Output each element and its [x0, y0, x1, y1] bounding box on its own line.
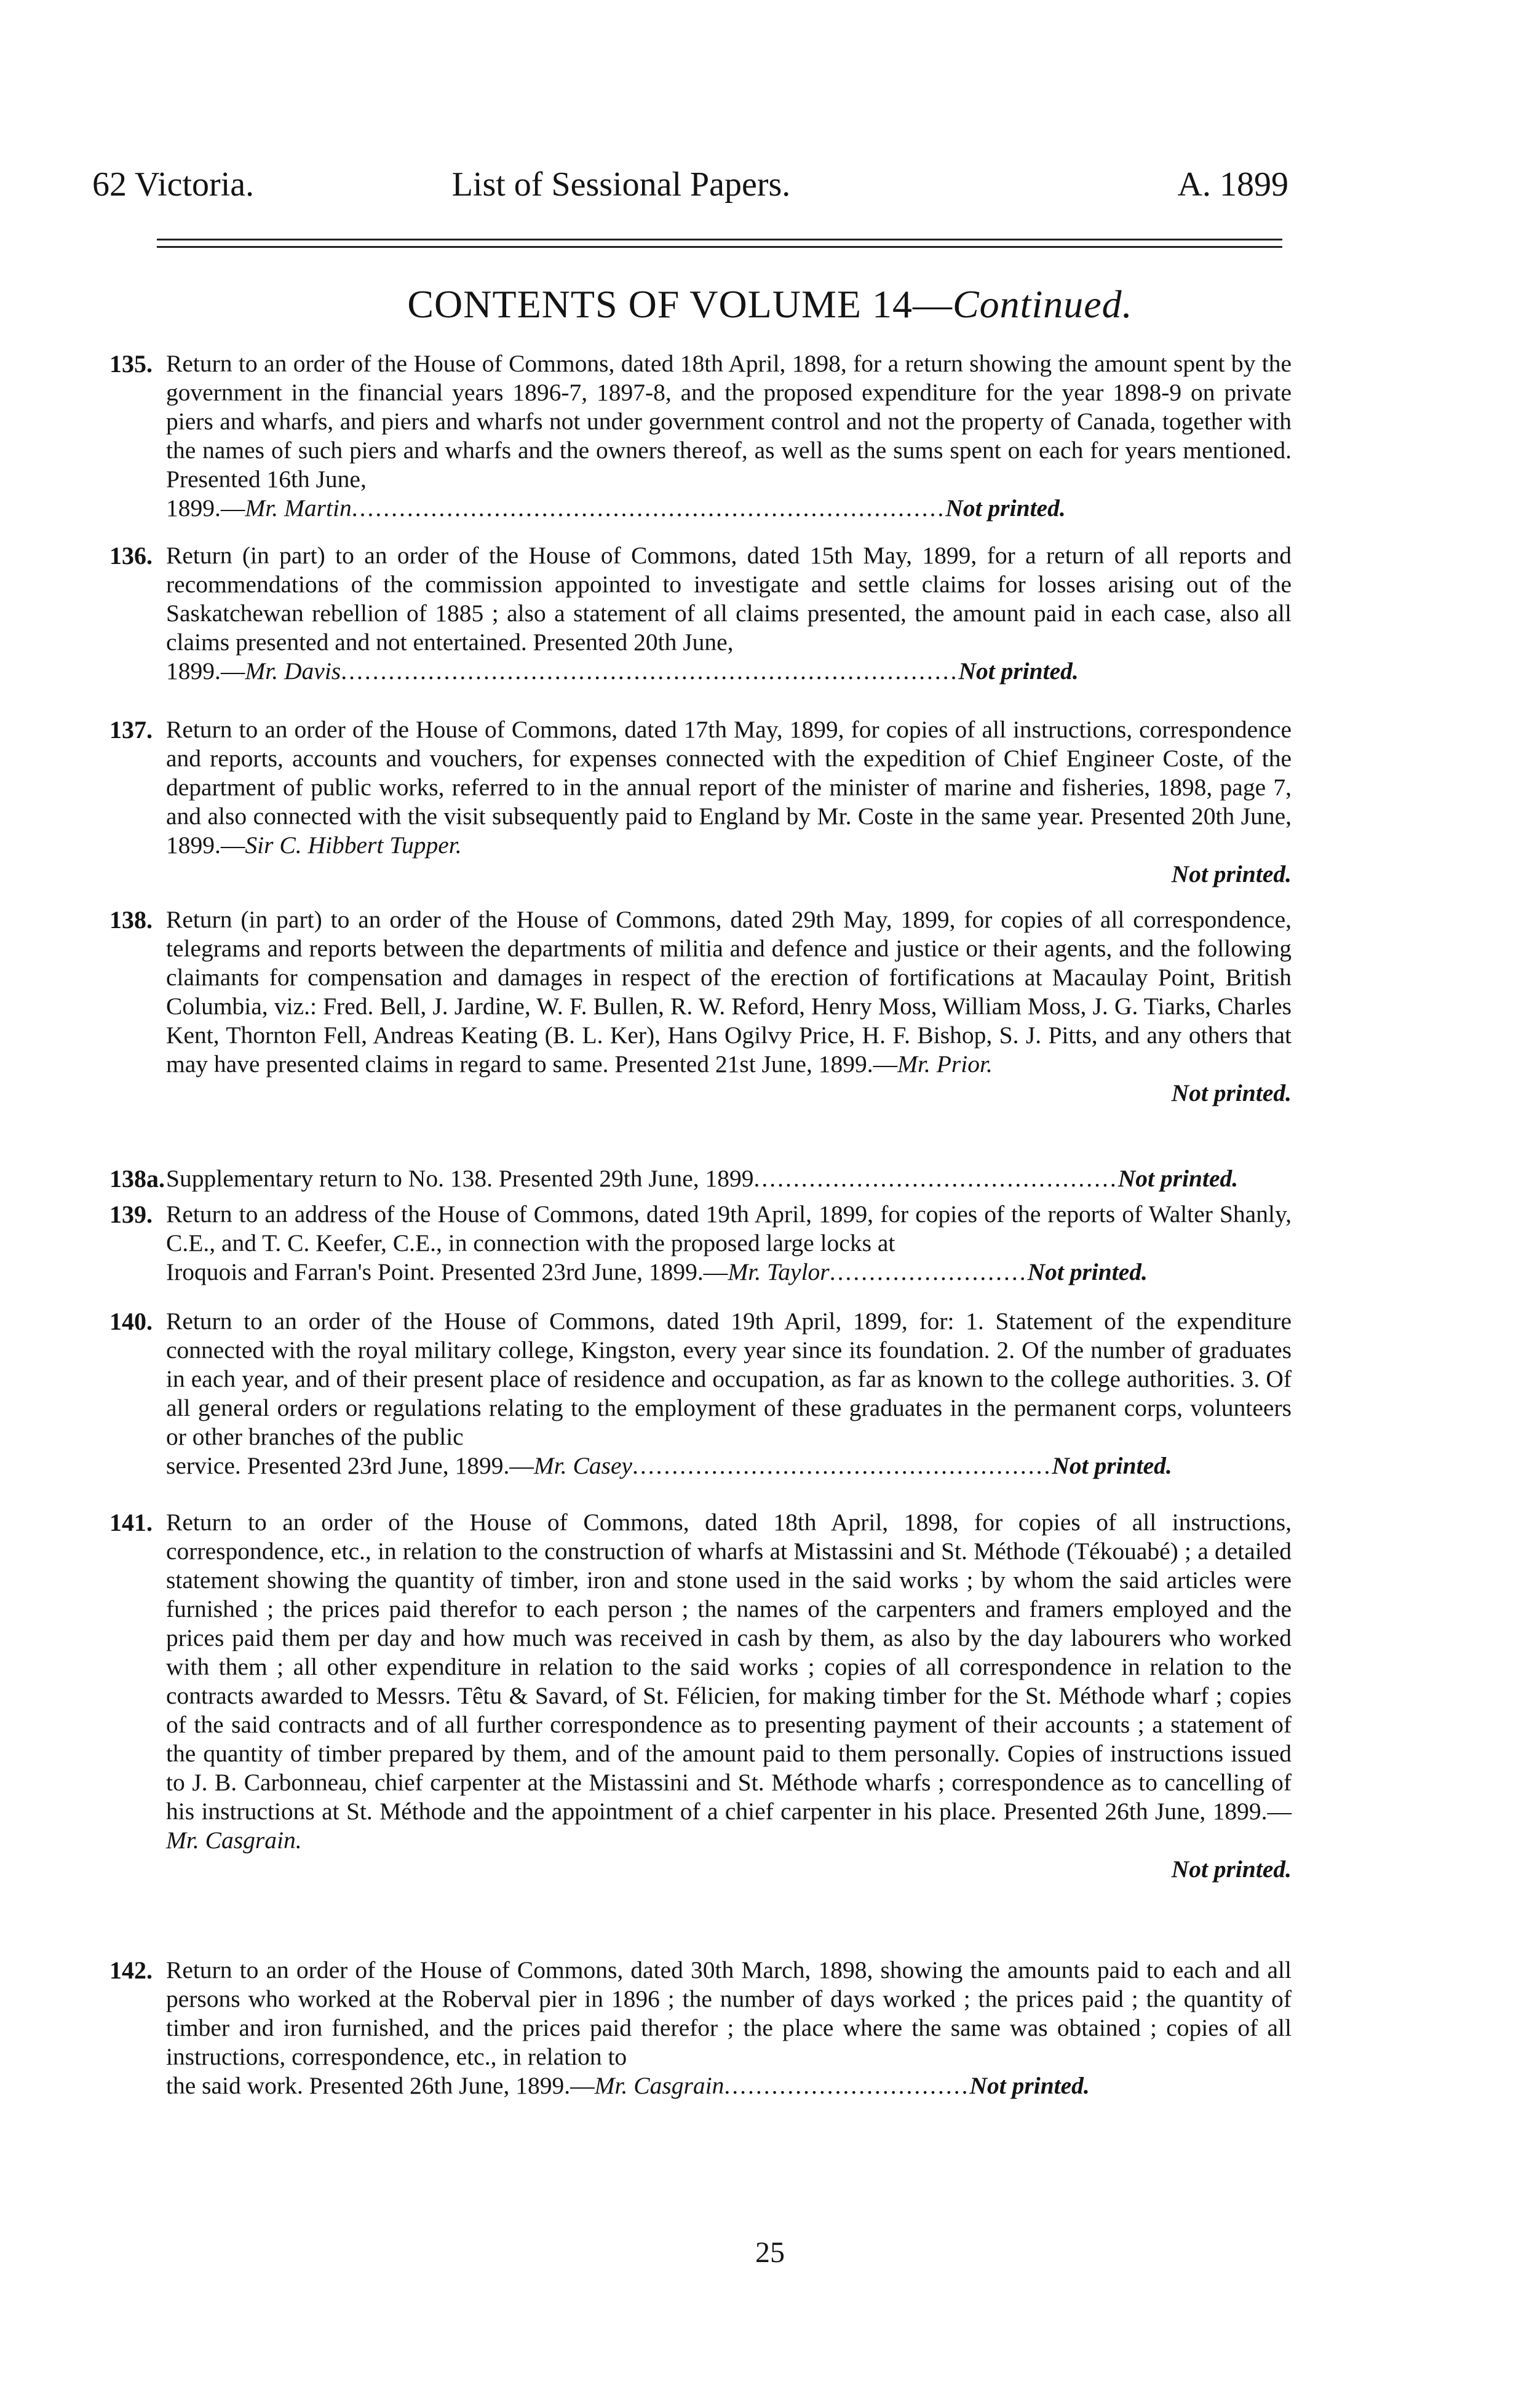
header-rule-top [157, 239, 1282, 240]
entry-presenter: Mr. Casgrain. [166, 1827, 302, 1854]
entry-presenter: Mr. Taylor [728, 1258, 830, 1285]
entry-number: 137. [109, 716, 153, 744]
header-title: List of Sessional Papers. [451, 165, 791, 204]
entry-142 [109, 1956, 1292, 2100]
dot-leader: .............................................. [753, 1165, 1118, 1192]
entry-137 [109, 715, 1292, 889]
entry-tail [166, 1164, 1292, 1193]
entry-date: Supplementary return to No. 138. Presented 29th June, 1899 [166, 1165, 754, 1192]
dot-leader: ........................................................................... [351, 494, 946, 522]
entry-status: Not printed. [1171, 1856, 1292, 1883]
entry-number: 140. [109, 1308, 153, 1335]
entry-tail [166, 1451, 1292, 1480]
entry-presenter: Mr. Martin [245, 494, 352, 522]
entry-text: Return to an order of the House of Commons, dated 18th April, 1898, for a return showing the amount spent by the government in the financial years 1896-7, 1897-8, and the proposed expenditure for the year 1898-9 on private piers and wharfs, and piers and wharfs not under government control and not the property of Canada, together with the names of such piers and wharfs and the owners thereof, as well as the sums spent on each for years mentioned. Presented 16th June, [166, 350, 1292, 493]
entry-number: 138a. [109, 1165, 165, 1193]
entry-139 [109, 1200, 1292, 1287]
contents-title [0, 282, 1540, 327]
entry-status: Not printed. [1171, 1079, 1292, 1106]
entry-text: Return to an order of the House of Commons, dated 19th April, 1899, for: 1. Statement of the expenditure connected with the royal military college, Kingston, every year since its foundation. 2. Of the number of graduates in each year, and of their present place of residence and occupation, as far as known to the college authorities. 3. Of all general orders or regulations relating to the employment of these graduates in the permanent corps, volunteers or other branches of the public [166, 1308, 1292, 1450]
entry-body: Return (in part) to an order of the House of Commons, dated 29th May, 1899, for copies of all correspondence, telegrams and reports between the departments of militia and defence and justice or their agents, and the following claimants for compensation and damages in respect of the erection of fortifications at Macaulay Point, British Columbia, viz.: Fred. Bell, J. Jardine, W. F. Bullen, R. W. Reford, Henry Moss, William Moss, J. G. Tiarks, Charles Kent, Thornton Fell, Andreas Keating (B. L. Ker), Hans Ogilvy Price, H. F. Bishop, S. J. Pitts, and any others that may have presented claims in regard to same. Presented 21st June, 1899.— [166, 906, 1292, 1078]
entry-number: 135. [109, 350, 153, 378]
entry-tail [166, 494, 1292, 523]
entry-text [166, 1508, 1292, 1855]
entry-status: Not printed. [1171, 860, 1292, 887]
entry-date: service. Presented 23rd June, 1899.— [166, 1452, 534, 1479]
header-year: A. 1899 [1177, 165, 1288, 204]
entry-presenter: Mr. Casey [533, 1452, 633, 1479]
entry-date: Iroquois and Farran's Point. Presented 23rd June, 1899.— [166, 1258, 728, 1285]
dot-leader: ......................... [829, 1258, 1028, 1285]
entry-text [166, 715, 1292, 860]
page-number: 25 [755, 2236, 785, 2269]
entry-text: Return to an address of the House of Commons, dated 19th April, 1899, for copies of the reports of Walter Shanly, C.E., and T. C. Keefer, C.E., in connection with the proposed large locks at [166, 1201, 1292, 1257]
entry-number: 138. [109, 906, 153, 934]
entry-tail [166, 657, 1292, 686]
dot-leader: .............................................................................. [341, 657, 959, 685]
entry-text [166, 905, 1292, 1079]
entry-date: 1899.— [166, 494, 245, 522]
entry-status: Not printed. [1027, 1258, 1148, 1285]
entry-text: Return (in part) to an order of the House of Commons, dated 15th May, 1899, for a return of all reports and recommendations of the commission appointed to investigate and settle claims for losses arising out of the Saskatchewan rebellion of 1885 ; also a statement of all claims presented, the amount paid in each case, also all claims presented and not entertained. Presented 20th June, [166, 542, 1292, 656]
entry-presenter: Mr. Casgrain [594, 2072, 724, 2099]
running-header [92, 165, 1288, 214]
entry-presenter: Mr. Davis [245, 657, 341, 685]
entry-tail [166, 2071, 1292, 2100]
entry-number: 139. [109, 1201, 153, 1228]
entry-138 [109, 905, 1292, 1108]
entry-141 [109, 1508, 1292, 1884]
entry-number: 142. [109, 1956, 153, 1984]
entry-body: Return to an order of the House of Commons, dated 17th May, 1899, for copies of all instructions, correspondence and reports, accounts and vouchers, for expenses connected with the expedition of Chief Engineer Coste, of the department of public works, referred to in the annual report of the minister of marine and fisheries, 1898, page 7, and also connected with the visit subsequently paid to England by Mr. Coste in the same year. Presented 20th June, 1899.— [166, 716, 1292, 859]
entry-tail [166, 1258, 1292, 1287]
entry-presenter: Mr. Prior. [897, 1050, 993, 1078]
entry-status: Not printed. [958, 657, 1079, 685]
entry-presenter: Sir C. Hibbert Tupper. [245, 832, 462, 859]
entry-date: the said work. Presented 26th June, 1899.— [166, 2072, 595, 2099]
entry-136 [109, 541, 1292, 686]
dot-leader: ............................... [724, 2072, 970, 2099]
entry-text: Return to an order of the House of Commons, dated 30th March, 1898, showing the amounts paid to each and all persons who worked at the Roberval pier in 1896 ; the number of days worked ; the prices paid ; the quantity of timber and iron furnished, and the prices paid therefor ; the place where the same was obtained ; copies of all instructions, correspondence, etc., in relation to [166, 1956, 1292, 2070]
entry-135 [109, 349, 1292, 523]
header-session: 62 Victoria. [92, 165, 255, 204]
entry-138a [109, 1164, 1292, 1193]
dot-leader: ..................................................... [632, 1452, 1052, 1479]
entry-body: Return to an order of the House of Commons, dated 18th April, 1898, for copies of all instructions, correspondence, etc., in relation to the construction of wharfs at Mistassini and St. Méthode (Tékouabé) ; a detailed statement showing the quantity of timber, iron and stone used in the said works ; by whom the said articles were furnished ; the prices paid therefor to each person ; the names of the carpenters and framers employed and the prices paid them per day and how much was received in cash by them, as also by the day labourers who worked with them ; all other expenditure in relation to the said works ; copies of all correspondence in relation to the contracts awarded to Messrs. Têtu & Savard, of St. Félicien, for making timber for the St. Méthode wharf ; copies of the said contracts and of all further correspondence as to presenting payment of their accounts ; a statement of the quantity of timber prepared by them, and of the amount paid to them personally. Copies of instructions issued to J. B. Carbonneau, chief carpenter at the Mistassini and St. Méthode wharfs ; correspondence as to cancelling of his instructions at St. Méthode and the appointment of a chief carpenter in his place. Presented 26th June, 1899.— [166, 1509, 1292, 1825]
header-rule-bottom [157, 246, 1282, 248]
contents-title-continued: Continued. [952, 282, 1133, 326]
entry-status: Not printed. [1052, 1452, 1172, 1479]
entry-status: Not printed. [945, 494, 1066, 522]
entry-date: 1899.— [166, 657, 245, 685]
entry-140 [109, 1307, 1292, 1480]
entry-status: Not printed. [969, 2072, 1090, 2099]
entry-number: 136. [109, 542, 153, 570]
entry-number: 141. [109, 1509, 153, 1536]
entry-status: Not printed. [1117, 1165, 1239, 1192]
contents-title-main: CONTENTS OF VOLUME 14— [407, 282, 953, 326]
